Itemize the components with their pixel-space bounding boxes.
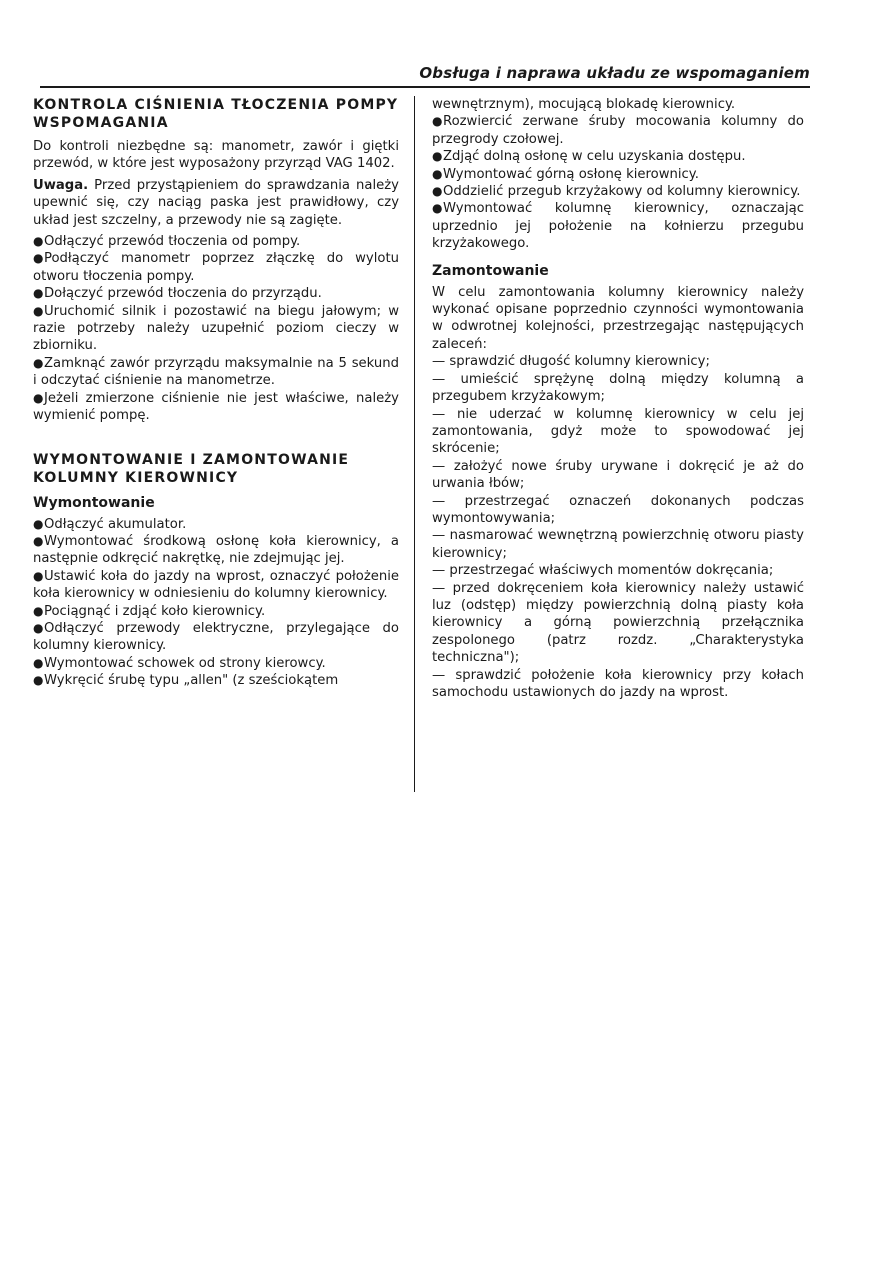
list-item: ●Jeżeli zmierzone ciśnienie nie jest właściwe, należy wymienić pompę. bbox=[33, 390, 399, 424]
right-column bbox=[432, 96, 804, 701]
list-item: ●Odłączyć przewody elektryczne, przylegające do kolumny kierownicy. bbox=[33, 620, 399, 654]
list-item: ●Wymontować środkową osłonę koła kierownicy, a następnie odkręcić nakrętkę, nie zdejmując jej. bbox=[33, 533, 399, 567]
bullet-icon: ● bbox=[33, 533, 44, 548]
bullet-icon: ● bbox=[33, 303, 44, 318]
bullet-icon: ● bbox=[33, 620, 44, 635]
left-column bbox=[33, 96, 399, 690]
list-item: ●Oddzielić przegub krzyżakowy od kolumny kierownicy. bbox=[432, 184, 801, 200]
list-item: — sprawdzić długość kolumny kierownicy; bbox=[432, 354, 710, 370]
list-item: — umieścić sprężynę dolną między kolumną a przegubem krzyżakowym; bbox=[432, 371, 804, 405]
running-header: Obsługa i naprawa układu ze wspomaganiem bbox=[419, 64, 810, 82]
bullet-icon: ● bbox=[432, 166, 443, 181]
list-item: ●Uruchomić silnik i pozostawić na biegu jałowym; w razie potrzeby należy uzupełnić poziom cieczy w zbiorniku. bbox=[33, 303, 399, 354]
list-item: ●Rozwiercić zerwane śruby mocowania kolumny do przegrody czołowej. bbox=[432, 114, 804, 147]
bullet-icon: ● bbox=[432, 201, 443, 216]
section-title-steering-column: WYMONTOWANIE I ZAMONTOWANIE KOLUMNY KIEROWNICY bbox=[33, 451, 350, 486]
note-text: Przed przystąpieniem do sprawdzania należy upewnić się, czy naciąg paska jest prawidłowy, czy układ jest szczelny, a przewody nie są zagięte. bbox=[33, 177, 399, 228]
note-label: Uwaga. bbox=[33, 177, 89, 193]
list-item: — nasmarować wewnętrzną powierzchnię otworu piasty kierownicy; bbox=[432, 528, 804, 561]
bullet-icon: ● bbox=[33, 286, 44, 301]
list-item: ●Wymontować górną osłonę kierownicy. bbox=[432, 166, 699, 182]
list-item: ●Odłączyć akumulator. bbox=[33, 516, 187, 532]
bullet-icon: ● bbox=[33, 355, 44, 370]
bullet-icon: ● bbox=[432, 114, 443, 129]
subsection-title-installation: Zamontowanie bbox=[432, 262, 549, 279]
bullet-icon: ● bbox=[33, 603, 44, 618]
section-title-pump-pressure: KONTROLA CIŚNIENIA TŁOCZENIA POMPY WSPOMAGANIA bbox=[33, 97, 399, 131]
list-item: ●Zdjąć dolną osłonę w celu uzyskania dostępu. bbox=[432, 149, 746, 165]
bullet-icon: ● bbox=[33, 390, 44, 405]
subsection-title-removal: Wymontowanie bbox=[33, 494, 155, 511]
bullet-icon: ● bbox=[33, 673, 44, 688]
list-item: ●Wymontować schowek od strony kierowcy. bbox=[33, 655, 326, 671]
installation-intro: W celu zamontowania kolumny kierownicy należy wykonać opisane poprzednio czynności wymontowania w odwrotnej kolejności, przestrzegając następujących zaleceń: bbox=[432, 284, 804, 352]
column-divider bbox=[414, 96, 415, 792]
list-item: — przestrzegać właściwych momentów dokręcania; bbox=[432, 563, 774, 579]
list-item: ●Wykręcić śrubę typu „allen" (z sześciokątem bbox=[33, 673, 339, 689]
list-item: — sprawdzić położenie koła kierownicy przy kołach samochodu ustawionych do jazdy na wprost. bbox=[432, 667, 804, 700]
list-item: — nie uderzać w kolumnę kierownicy w celu jej zamontowania, gdyż może to spowodować jej skrócenie; bbox=[432, 406, 804, 457]
bullet-icon: ● bbox=[33, 568, 44, 583]
list-item: ●Wymontować kolumnę kierownicy, oznaczając uprzednio jej położenie na kołnierzu przegubu krzyżakowego. bbox=[432, 201, 804, 252]
bullet-icon: ● bbox=[432, 184, 443, 199]
list-item: ●Odłączyć przewód tłoczenia od pompy. bbox=[33, 234, 301, 250]
continuation-line: wewnętrznym), mocującą blokadę kierownicy. bbox=[432, 97, 736, 112]
header-rule bbox=[40, 86, 810, 88]
list-item: ●Ustawić koła do jazdy na wprost, oznaczyć położenie koła kierownicy w odniesieniu do kolumny kierownicy. bbox=[33, 568, 399, 602]
list-item: — założyć nowe śruby urywane i dokręcić je aż do urwania łbów; bbox=[432, 458, 804, 492]
list-item: ●Podłączyć manometr poprzez złączkę do wylotu otworu tłoczenia pompy. bbox=[33, 251, 399, 284]
list-item: — przestrzegać oznaczeń dokonanych podczas wymontowywania; bbox=[432, 493, 804, 526]
list-item: ●Pociągnąć i zdjąć koło kierownicy. bbox=[33, 603, 266, 619]
bullet-icon: ● bbox=[33, 251, 44, 266]
bullet-icon: ● bbox=[33, 655, 44, 670]
list-item: — przed dokręceniem koła kierownicy należy ustawić luz (odstęp) między powierzchnią dolną piasty koła kierownicy a górną powierzchnią przełącznika zespolonego (patrz rozdz. „Charakterystyka techniczna"); bbox=[432, 580, 804, 666]
bullet-icon: ● bbox=[432, 149, 443, 164]
bullet-icon: ● bbox=[33, 516, 44, 531]
bullet-icon: ● bbox=[33, 234, 44, 249]
list-item: ●Zamknąć zawór przyrządu maksymalnie na 5 sekund i odczytać ciśnienie na manometrze. bbox=[33, 355, 399, 389]
section-intro: Do kontroli niezbędne są: manometr, zawór i giętki przewód, w które jest wyposażony przyrząd VAG 1402. bbox=[33, 139, 399, 172]
note-paragraph bbox=[33, 177, 399, 229]
list-item: ●Dołączyć przewód tłoczenia do przyrządu. bbox=[33, 286, 322, 302]
